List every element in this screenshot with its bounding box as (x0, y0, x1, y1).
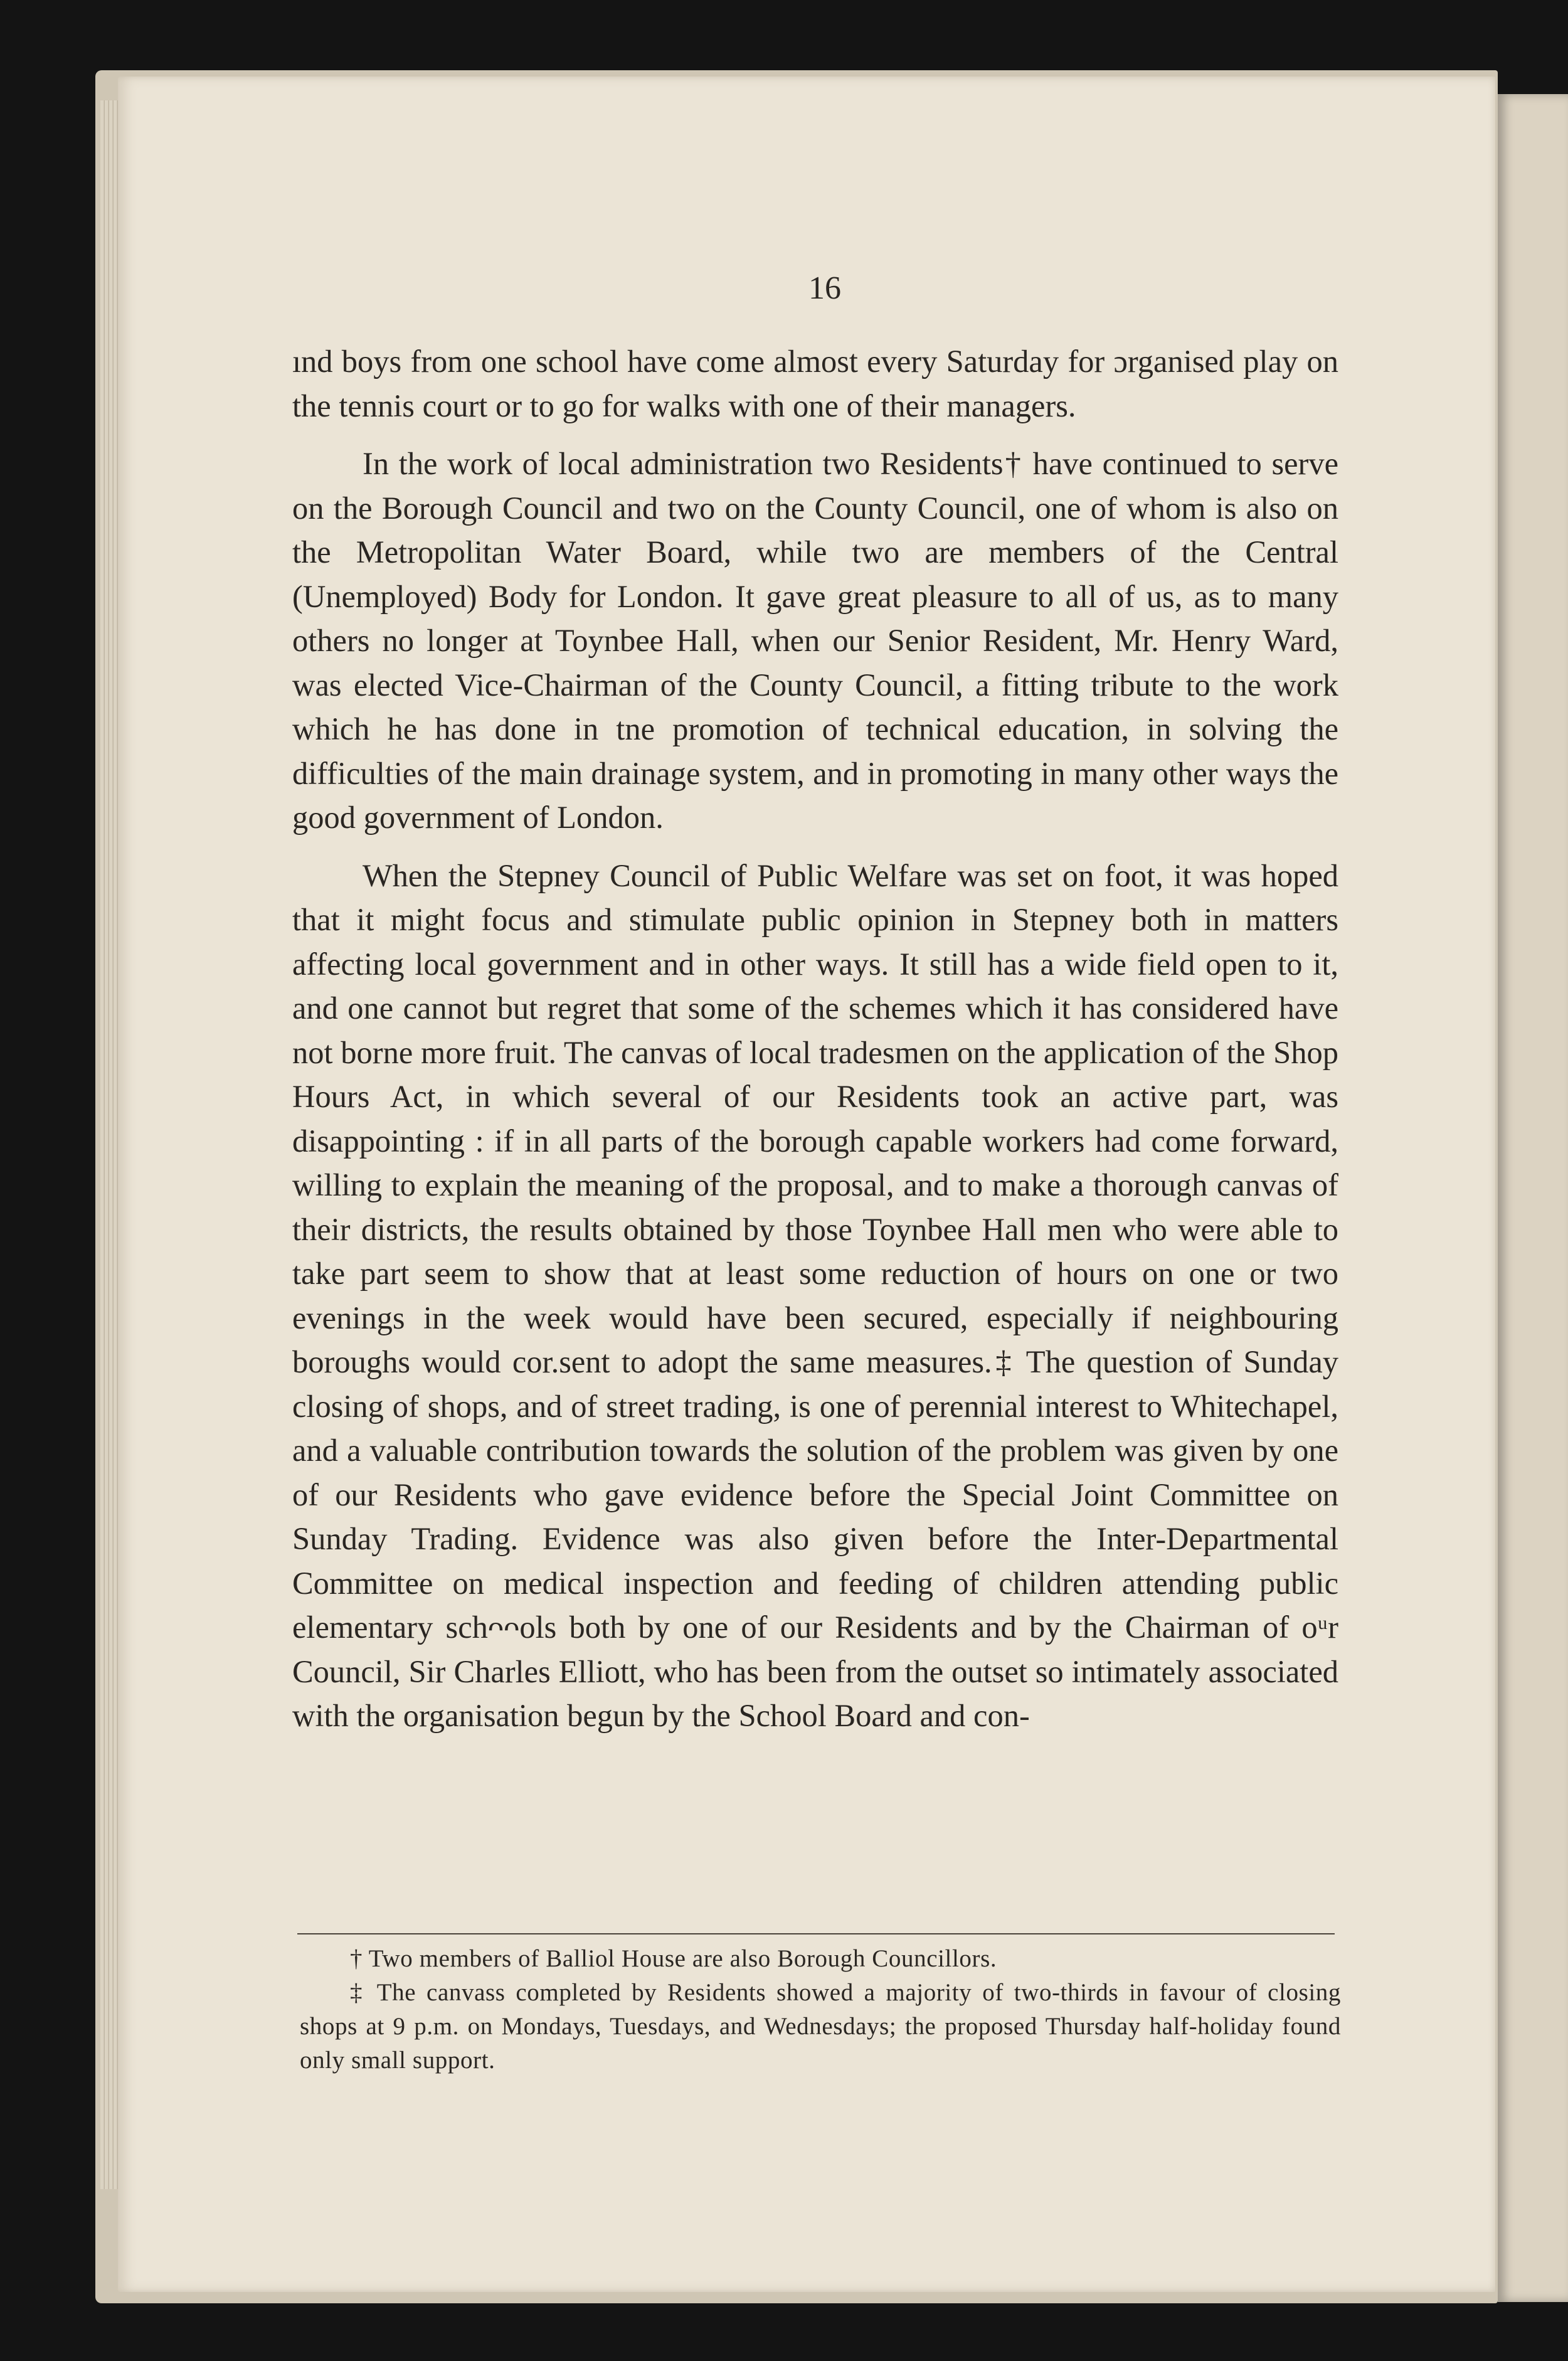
footnote-double-dagger: ‡ The canvass completed by Residents showed a majority of two-thirds in favour of closing shops at 9 p.m. on Mondays, Tuesdays, and Wednesdays; the proposed Thursday half-holiday found only small support. (300, 1979, 1341, 2074)
paragraph-continued: ınd boys from one school have come almost every Saturday for ɔrganised play on the tennis court or to go for walks with one of their managers. (292, 344, 1338, 423)
footnote-divider (297, 1933, 1335, 1934)
paragraph-stepney-council: When the Stepney Council of Public Welfare was set on foot, it was hoped that it might focus and stimulate public opinion in Stepney both in matters affecting local government and in other ways. It still has a wide field open to it, and one cannot but regret that some of the schemes which it has considered have not borne more fruit. The canvas of local tradesmen on the application of the Shop Hours Act, in which several of our Residents took an active part, was disappointing : if in all parts of the borough capable workers had come forward, willing to explain the meaning of the proposal, and to make a thorough canvas of their districts, the results obtained by those Toynbee Hall men who were able to take part seem to show that at least some reduction of hours on one or two evenings in the week would have been secured, especially if neighbouring boroughs would cor.sent to adopt the same measures.‡ The question of Sunday closing of shops, and of street trading, is one of perennial interest to Whitechapel, and a valuable contribution towards the solution of the problem was given by one of our Residents who gave evidence before the Special Joint Committee on Sunday Trading. Evidence was also given before the Inter-Departmental Committee on medical inspection and feeding of children attending public elementary schᴖᴖols both by one of our Residents and by the Chairman of oᵘr Council, Sir Charles Elliott, who has been from the outset so intimately associated with the organisation begun by the School Board and con- (292, 857, 1338, 1733)
footnote-dagger: † Two members of Balliol House are also Borough Councillors. (350, 1945, 997, 1972)
paragraph-local-administration: In the work of local administration two Residents† have continued to serve on the Borough Council and two on the County Council, one of whom is also on the Metropolitan Water Board, while two are members of the Central (Unemployed) Body for London. It gave great pleasure to all of us, as to many others no longer at Toynbee Hall, when our Senior Resident, Mr. Henry Ward, was elected Vice-Chairman of the County Council, a fitting tribute to the work which he has done in tne promotion of technical education, in solving the difficulties of the main drainage system, and in promoting in many other ways the good government of London. (292, 446, 1338, 835)
facing-page-edge (1498, 94, 1568, 2302)
page-body (292, 270, 1338, 1738)
page-number: 16 (808, 270, 841, 306)
footnotes (300, 1942, 1341, 2077)
